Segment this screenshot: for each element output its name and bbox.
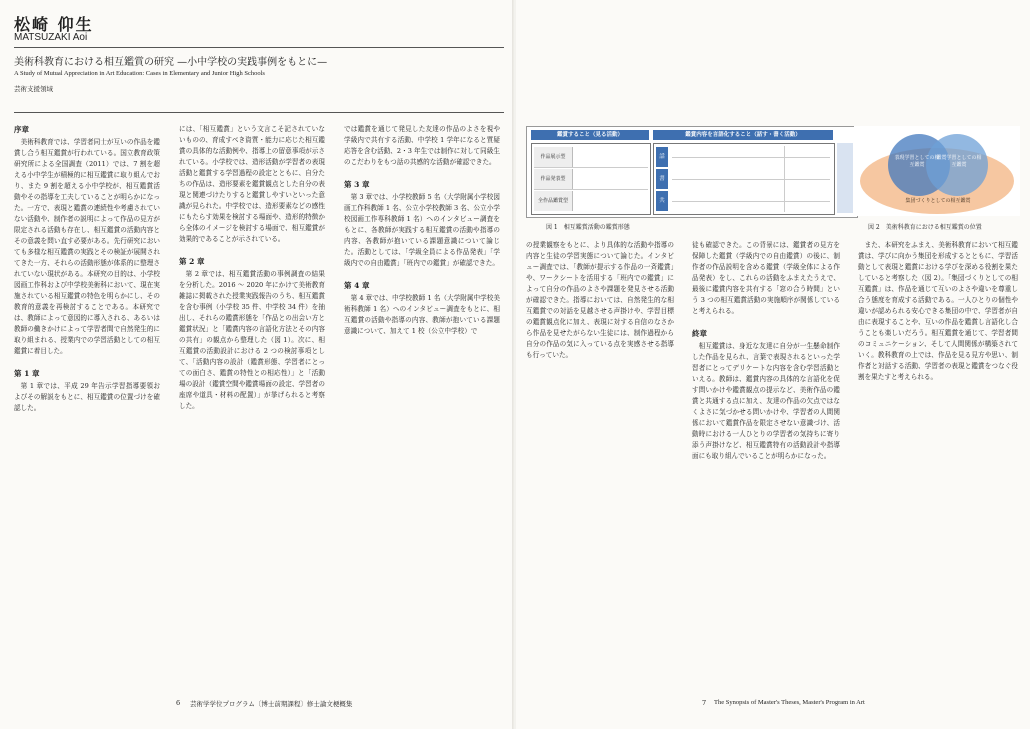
circle-right-label: 鑑賞学習としての相互鑑賞 — [936, 155, 982, 168]
figure-1-header-right: 鑑賞内容を言語化すること（話す・書く活動） — [653, 130, 833, 140]
author-name-jp: 松崎 仰生 — [14, 15, 94, 34]
table-row — [534, 169, 648, 190]
header-rule — [14, 47, 504, 48]
body-paragraph: 第 4 章では、中学校教師 1 名（大学附属中学校美術科教師 1 名）へのインタビュー調査をもとに、相互鑑賞の活動や指導の内容、教師が抱いている課題意識について、加えて 1 校（公立中学校）で — [344, 294, 500, 335]
section-heading: 終章 — [692, 329, 707, 338]
figure-1-sidebar — [837, 143, 853, 213]
thesis-title-en: A Study of Mutual Appreciation in Art Education: Cases in Elementary and Junior High Schools — [14, 70, 265, 77]
body-paragraph: 第 1 章では、平成 29 年告示学習指導要領およびその解説をもとに、相互鑑賞の位置づけを確認した。 — [14, 382, 160, 412]
table-row — [534, 191, 648, 211]
section-heading: 第 2 章 — [179, 257, 205, 266]
body-paragraph: 相互鑑賞は、身近な友達に自分が一生懸命制作した作品を見られ、言葉で表現されるといった学習者にとってデリケートな内容を含む学習活動といえる。教師は、鑑賞内容の具体的な言語化を促す問いかけや鑑賞観点の提示など、美術作品の鑑賞と共通する点に加え、友達の作品の欠点ではなくよさに気づかせる問いかけや、学習者の人間関係において鑑賞作品を限定させない意識づけ、活動時における一人ひとりの学習者の気持ちに寄り添う声掛けなど、相互鑑賞特有の活動設計や指導面にも取り組んでいることが明らかになった。 — [692, 342, 840, 460]
row-label: 作品発表型 — [534, 169, 573, 189]
body-paragraph: 徒も確認できた。この背景には、鑑賞者の見方を保障した鑑賞（学級内での自由鑑賞）の後に、制作者の作品説明を含める鑑賞（学級全体による作品発表）をし、これらの活動をふまえたうえで、最後に鑑賞内容を共有する「窓の合う時間」という 3 つの相互鑑賞活動の実施順序が関係していると考えられる。 — [692, 241, 840, 315]
body-paragraph: 第 3 章では、小学校教師 5 名（大学附属小学校図画工作科教師 1 名、公立小学校教師 3 名、公立小学校図画工作専科教師 1 名）へのインタビュー調査をもとに、各教師が実践する相互鑑賞の活動や指導の内容、各教師が抱いている課題意識について論じた。活動としては、「学級全員による作品発表」「学級内での自由鑑賞」「班内での鑑賞」が確認できた。 — [344, 193, 500, 267]
section-heading: 第 4 章 — [344, 281, 370, 290]
page-number: 7 — [702, 699, 707, 707]
thesis-title-jp: 美術科教育における相互鑑賞の研究 —小中学校の実践事例をもとに— — [14, 57, 328, 68]
figure-1-caption: 図 1 相互鑑賞活動の鑑賞形態 — [546, 224, 630, 231]
body-paragraph: また、本研究をふまえ、美術科教育において相互鑑賞は、学びに向かう集団を形成するとともに、学習活動として表現と鑑賞における学びを深める役割を果たしていると考察した（図 2）。「集団づくりとしての相互鑑賞」は、作品を通じて互いのよさや違いを尊重し合う態度を育成する活動である。一人ひとりの個性や違いが認められる安心できる集団の中で、学習者が自由に表現することや、互いの作品を鑑賞し言語化し合うことも楽しいだろう。相互鑑賞を通じて、学習者間のコミュニケーション、そして人間関係が構築されていく。教科教育の上では、作品を見る見方や思い、制作者と対話する活動、学習者の表現と鑑賞をつなぐ役割を果たすと考えられる。 — [858, 241, 1018, 381]
author-name-en: MATSUZAKI Aoi — [14, 32, 88, 43]
figure-1-right-table — [653, 143, 835, 215]
section-heading: 第 1 章 — [14, 369, 40, 378]
page-footer: The Synopsis of Master's Theses, Master's Program in Art — [714, 699, 865, 706]
body-paragraph: 第 2 章では、相互鑑賞活動の事例調査の結果を分析した。2016 〜 2020 年にかけて美術教育雑誌に掲載された授業実践報告のうち、相互鑑賞を含む事例（小学校 35 件、中学校 34 件）を抽出し、それらの鑑賞形態を「作品との出会い方と鑑賞状況」と「鑑賞内容の言語化方法とその内容の共有」の観点から整理した（図 1）。次に、相互鑑賞の活動設計における 2 つの検討事項として、「活動内容の設計（鑑賞形態、学習者にとっての面白さ、鑑賞の特性との相応性）」と「活動場の設計（鑑賞空間や鑑賞場面の設定、学習者の座席や道具・材料の配置）」が挙げられると考察した。 — [179, 270, 325, 410]
band-label: 集団づくりとしての相互鑑賞 — [905, 198, 971, 204]
body-paragraph: 美術科教育では、学習者同士が互いの作品を鑑賞し合う相互鑑賞が行われている。国立教育政策研究所による全国調査（2011）では、7 割を超える小中学生が積極的に相互鑑賞に取り組んでおり、また 9 割を超える小中学校が、相互鑑賞活動やその指導を工夫していることが明らかになった。一方で、表現と鑑賞の連続性や考慮されていない活動や、制作者の説明によって作品の見方が限定される活動も存在し、相互鑑賞の活動内容とその意義を問い直す必要がある。先行研究においても多様な相互鑑賞の実践とその検証が展開されてきた一方、それらの活動形態が体系的に整理されていない現状がある。本研究の目的は、小学校図画工作科および中学校美術科において、現在実施されている相互鑑賞の特色を明らかにし、その教育的意義を再検討することである。本研究では、教師によって意図的に導入される、あるいは教師の働きかけによって学習者間で自然発生的に取り組まれる、授業内での学習活動としての相互鑑賞に着目した。 — [14, 138, 160, 355]
left-column-1 — [14, 124, 160, 414]
right-column-1 — [526, 240, 674, 361]
page-footer: 芸術学学位プログラム〔博士前期課程〕修士論文梗概集 — [190, 700, 353, 708]
body-paragraph: の授業観察をもとに、より具体的な活動や指導の内容と生徒の学習実態について論じた。インタビュー調査では、「教師が提示する作品の一斉鑑賞」や、ワークシートを活用する「班内での鑑賞」によって自分の作品のよさや課題を発見させる活動が確認できた。指導においては、自然発生的な相互鑑賞での対話を見越させる声掛けや、学習目標の鑑賞観点化に加え、表現に対する自信のなさから作品を見せたがらない生徒には、制作過程から自分の作品の気に入っている点を実感させる指導も行っていた。 — [526, 241, 674, 359]
axis-label: 書 — [656, 169, 668, 189]
title-rule — [14, 112, 504, 113]
page-number: 6 — [176, 699, 181, 707]
right-column-2 — [692, 240, 840, 462]
figure-1 — [526, 126, 858, 218]
research-field: 芸術支援領域 — [14, 85, 53, 93]
left-page — [0, 0, 514, 729]
figure-1-left-table — [531, 143, 651, 215]
left-column-3 — [344, 124, 500, 337]
section-heading: 序章 — [14, 125, 29, 134]
circle-left-label: 表現学習としての相互鑑賞 — [894, 155, 940, 168]
right-column-3 — [858, 240, 1018, 383]
row-label: 作品展示型 — [534, 147, 573, 167]
row-label: 全作品鑑賞型 — [534, 191, 573, 211]
axis-label: 共 — [656, 191, 668, 211]
table-row — [534, 147, 648, 168]
axis-label: 話 — [656, 147, 668, 167]
figure-1-header-left: 鑑賞すること（見る活動） — [531, 130, 649, 140]
body-paragraph: には、「相互鑑賞」という文言こそ記されていないものの、育成すべき資質・能力に応じた相互鑑賞の具体的な活動例や、指導上の留意事項が示されている。小学校では、造形活動が学習者の表現活動と鑑賞する学習過程の設定とともに、自分たちの作品は、造形要素を鑑賞観点とした自分の表現と関連づけたりすると鑑賞しやすいといった意識が見られた。中学校では、造形要素などの感性にもたらす効果を検討する場面や、造形的特徴から全体のイメージを検討する場面で、相互鑑賞が効果的であることが示されている。 — [179, 125, 325, 243]
figure-2 — [854, 126, 1020, 216]
body-paragraph: では鑑賞を通じて発見した友達の作品のよさを視や学級内で共有する活動、中学校 1 学年になると質疑応答を含む活動、2・3 年生では制作に対して同級生のこだわりをもつ話の共感的な活動が確認できた。 — [344, 125, 500, 166]
section-heading: 第 3 章 — [344, 180, 370, 189]
right-page — [516, 0, 1030, 729]
figure-2-caption: 図 2 美術科教育における相互鑑賞の位置 — [868, 224, 982, 231]
left-column-2 — [179, 124, 325, 412]
